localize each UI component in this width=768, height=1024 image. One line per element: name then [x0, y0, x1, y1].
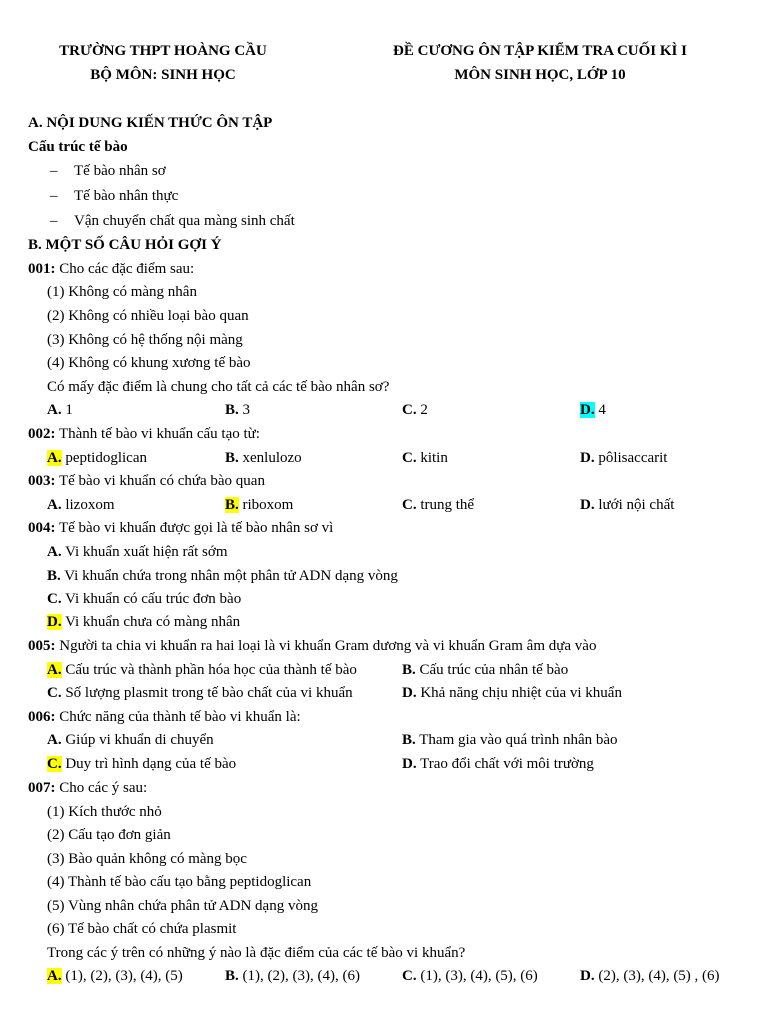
question-text: Tế bào vi khuẩn có chứa bào quan	[55, 473, 265, 489]
option-d	[402, 685, 622, 702]
option-text: kitin	[416, 450, 448, 466]
option-letter-highlighted: C.	[47, 756, 62, 772]
option-text: Trao đổi chất với môi trường	[416, 756, 594, 772]
option-b	[225, 402, 250, 419]
option-c	[402, 497, 474, 514]
option-letter-highlighted: D.	[580, 402, 595, 418]
question-002	[28, 426, 260, 443]
option-text: pôlisaccarit	[594, 450, 668, 466]
option-letter: D.	[580, 968, 595, 984]
option-text: Vi khuẩn xuất hiện rất sớm	[61, 544, 228, 560]
option-b	[225, 497, 293, 514]
option-a	[47, 402, 73, 419]
option-d	[402, 756, 594, 773]
option-text: 2	[416, 402, 428, 418]
question-number: 003:	[28, 473, 56, 489]
option-text: Khả năng chịu nhiệt của vi khuẩn	[416, 685, 622, 701]
option-text: Vi khuẩn chứa trong nhân một phân tử ADN dạng vòng	[60, 568, 398, 584]
section-a-subheading: Cấu trúc tế bào	[28, 139, 128, 155]
question-text: Tế bào vi khuẩn được gọi là tế bào nhân sơ vì	[55, 520, 334, 536]
option-letter-highlighted: A.	[47, 968, 62, 984]
bullet-text: Tế bào nhân thực	[74, 188, 179, 204]
option-b	[47, 568, 398, 585]
option-letter: C.	[402, 450, 417, 466]
option-letter-highlighted: D.	[47, 614, 62, 630]
option-c	[47, 685, 353, 702]
bullet-item: – Tế bào nhân sơ	[50, 163, 166, 179]
question-number: 002:	[28, 426, 56, 442]
option-letter: B.	[402, 662, 416, 678]
statement-line: (3) Không có hệ thống nội màng	[47, 332, 243, 348]
statement-line: (1) Kích thước nhỏ	[47, 804, 162, 820]
option-letter: A.	[47, 732, 62, 748]
option-a	[47, 544, 228, 561]
option-letter-highlighted: B.	[225, 497, 239, 513]
option-c	[402, 968, 538, 985]
option-text: xenlulozo	[238, 450, 302, 466]
option-text: Tham gia vào quá trình nhân bào	[415, 732, 618, 748]
statement-line: (1) Không có màng nhân	[47, 284, 197, 300]
bullet-item: – Vận chuyển chất qua màng sinh chất	[50, 213, 295, 229]
option-text: (1), (3), (4), (5), (6)	[416, 968, 538, 984]
question-007	[28, 780, 147, 797]
option-text: riboxom	[238, 497, 294, 513]
option-a	[47, 662, 357, 679]
option-a	[47, 450, 147, 467]
option-letter: B.	[402, 732, 416, 748]
option-d	[580, 497, 674, 514]
option-letter: D.	[402, 685, 417, 701]
bullet-text: Tế bào nhân sơ	[74, 163, 166, 179]
statement-line: (2) Cấu tạo đơn giản	[47, 827, 171, 843]
option-text: (1), (2), (3), (4), (5)	[61, 968, 183, 984]
option-a	[47, 497, 115, 514]
bullet-text: Vận chuyển chất qua màng sinh chất	[74, 213, 295, 229]
statement-line: (5) Vùng nhân chứa phân tử ADN dạng vòng	[47, 898, 318, 914]
option-text: 4	[594, 402, 606, 418]
statement-line: (2) Không có nhiều loại bào quan	[47, 308, 249, 324]
question-number: 005:	[28, 638, 56, 654]
option-text: (2), (3), (4), (5) , (6)	[594, 968, 720, 984]
option-text: trung thể	[416, 497, 475, 513]
option-letter: A.	[47, 497, 62, 513]
option-a	[47, 968, 183, 985]
question-text: Chức năng của thành tế bào vi khuẩn là:	[55, 709, 301, 725]
section-b-heading: B. MỘT SỐ CÂU HỎI GỢI Ý	[28, 237, 222, 253]
question-number: 004:	[28, 520, 56, 536]
option-c	[47, 591, 241, 608]
option-letter-highlighted: A.	[47, 450, 62, 466]
statement-line: (3) Bào quản không có màng bọc	[47, 851, 247, 867]
question-stem: Trong các ý trên có những ý nào là đặc điểm của các tế bào vi khuẩn?	[47, 945, 466, 961]
question-006	[28, 709, 301, 726]
question-number: 006:	[28, 709, 56, 725]
option-b	[402, 732, 618, 749]
option-text: Số lượng plasmit trong tế bào chất của vi khuẩn	[61, 685, 353, 701]
option-letter-highlighted: A.	[47, 662, 62, 678]
question-001	[28, 261, 194, 278]
option-c	[47, 756, 236, 773]
question-text: Thành tế bào vi khuẩn cấu tạo từ:	[55, 426, 260, 442]
option-text: Giúp vi khuẩn di chuyển	[61, 732, 214, 748]
statement-line: (4) Thành tế bào cấu tạo bằng peptidoglican	[47, 874, 312, 890]
option-d	[580, 968, 720, 985]
option-letter: C.	[47, 591, 62, 607]
option-b	[225, 450, 302, 467]
option-letter: B.	[225, 402, 239, 418]
option-letter: D.	[580, 450, 595, 466]
option-letter: B.	[225, 968, 239, 984]
question-003	[28, 473, 265, 490]
option-text: Cấu trúc của nhân tế bào	[415, 662, 569, 678]
department: BỘ MÔN: SINH HỌC	[90, 67, 236, 83]
option-text: 1	[61, 402, 73, 418]
option-letter: C.	[402, 968, 417, 984]
option-letter: A.	[47, 544, 62, 560]
option-text: (1), (2), (3), (4), (6)	[238, 968, 360, 984]
question-005	[28, 638, 596, 655]
option-text: Vi khuẩn chưa có màng nhân	[61, 614, 241, 630]
statement-line: (4) Không có khung xương tế bào	[47, 355, 251, 371]
option-text: peptidoglican	[61, 450, 147, 466]
option-letter: B.	[47, 568, 61, 584]
option-text: lưới nội chất	[594, 497, 675, 513]
option-c	[402, 450, 448, 467]
option-c	[402, 402, 428, 419]
question-text: Người ta chia vi khuẩn ra hai loại là vi khuẩn Gram dương và vi khuẩn Gram âm dựa vào	[55, 638, 597, 654]
question-text: Cho các đặc điểm sau:	[55, 261, 195, 277]
subject-line: MÔN SINH HỌC, LỚP 10	[454, 67, 626, 83]
option-letter: B.	[225, 450, 239, 466]
section-a-heading: A. NỘI DUNG KIẾN THỨC ÔN TẬP	[28, 115, 273, 131]
question-text: Cho các ý sau:	[55, 780, 148, 796]
option-text: lizoxom	[61, 497, 115, 513]
question-004	[28, 520, 333, 537]
school-name: TRƯỜNG THPT HOÀNG CẦU	[59, 43, 267, 59]
option-b	[225, 968, 360, 985]
question-number: 007:	[28, 780, 56, 796]
option-letter: C.	[402, 402, 417, 418]
option-letter: D.	[580, 497, 595, 513]
option-d	[47, 614, 240, 631]
option-letter: C.	[402, 497, 417, 513]
question-stem: Có mấy đặc điểm là chung cho tất cả các tế bào nhân sơ?	[47, 379, 390, 395]
option-b	[402, 662, 568, 679]
option-d	[580, 402, 606, 419]
option-letter: D.	[402, 756, 417, 772]
statement-line: (6) Tế bào chất có chứa plasmit	[47, 921, 237, 937]
option-a	[47, 732, 214, 749]
option-letter: A.	[47, 402, 62, 418]
question-number: 001:	[28, 261, 56, 277]
document-title: ĐỀ CƯƠNG ÔN TẬP KIỂM TRA CUỐI KÌ I	[393, 43, 687, 59]
bullet-item: – Tế bào nhân thực	[50, 188, 179, 204]
option-letter: C.	[47, 685, 62, 701]
option-text: 3	[238, 402, 251, 418]
option-text: Duy trì hình dạng của tế bào	[61, 756, 237, 772]
option-text: Cấu trúc và thành phần hóa học của thành tế bào	[61, 662, 357, 678]
option-d	[580, 450, 667, 467]
option-text: Vi khuẩn có cấu trúc đơn bào	[61, 591, 242, 607]
